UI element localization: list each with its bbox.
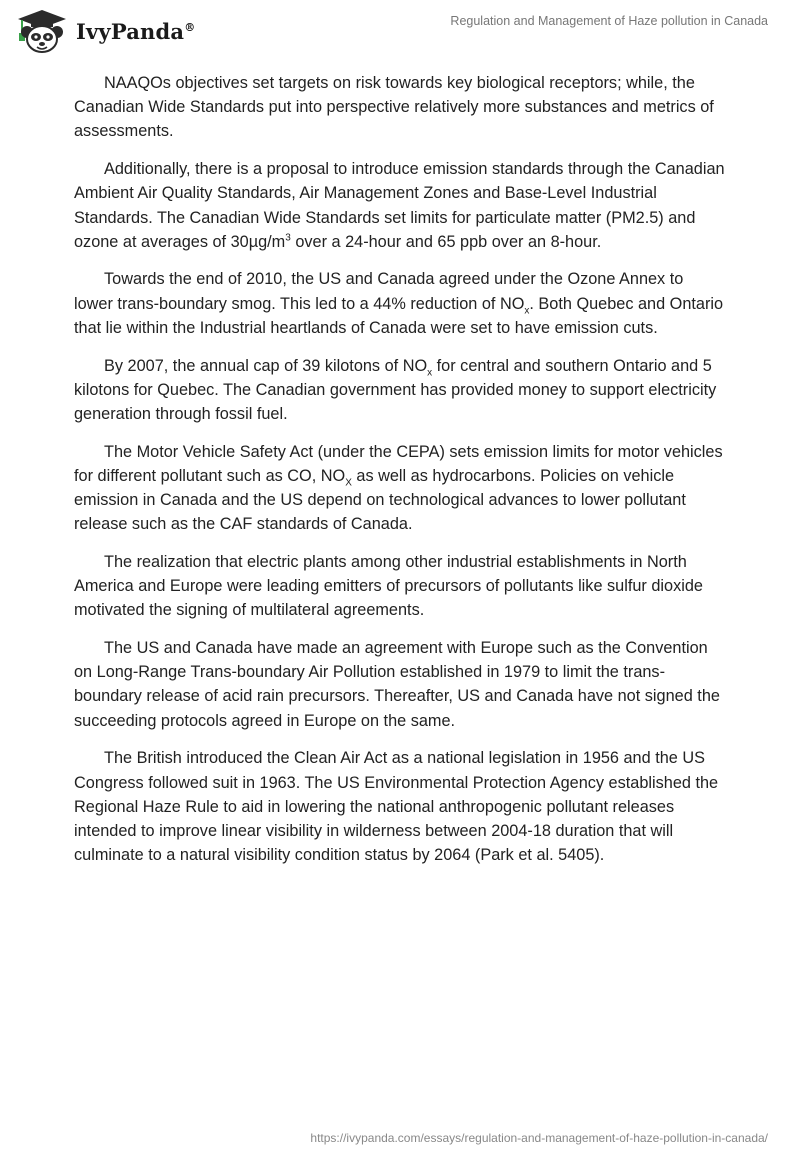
source-url[interactable]: https://ivypanda.com/essays/regulation-and-management-of-haze-pollution-in-canada/ (310, 1131, 768, 1145)
panda-graduate-icon (14, 8, 70, 54)
paragraph (74, 71, 726, 144)
registered-mark: ® (184, 20, 196, 34)
paragraph (74, 746, 726, 867)
logo-wordmark: IvyPanda® (76, 18, 196, 44)
paragraph (74, 440, 726, 537)
subscript: x (524, 304, 530, 316)
page-header (0, 0, 800, 64)
ivypanda-logo[interactable] (14, 8, 195, 54)
document-title: Regulation and Management of Haze pollution in Canada (450, 14, 768, 28)
paragraph-text: over a 24-hour and 65 ppb over an 8-hour. (290, 232, 602, 251)
paragraph-text: as well as hydrocarbons. Policies on vehicle emission in Canada and the US depend on technological advances to lower pollutant release such as the CAF standards of Canada. (74, 466, 686, 534)
paragraph-text: for central and southern Ontario and 5 kilotons for Quebec. The Canadian government has provided money to support electricity generation through fossil fuel. (74, 356, 717, 423)
paragraph-text: The US and Canada have made an agreement with Europe such as the Convention on Long-Range Trans-boundary Air Pollution established in 1979 to limit the trans-boundary release of acid rain precursors. Thereafter, US and Canada have not signed the succeeding protocols agreed in Europe on the same. (74, 639, 720, 730)
paragraph-text: NAAQOs objectives set targets on risk towards key biological receptors; while, the Canadian Wide Standards put into perspective relatively more substances and metrics of assessments. (74, 74, 714, 141)
paragraph (74, 157, 726, 254)
paragraph-text: . Both Quebec and Ontario that lie within the Industrial heartlands of Canada were set to have emission cuts. (74, 294, 724, 337)
paragraph (74, 636, 726, 733)
paragraph (74, 550, 726, 623)
essay-body (74, 71, 726, 881)
subscript: x (427, 366, 433, 378)
paragraph-text: Towards the end of 2010, the US and Canada agreed under the Ozone Annex to lower trans-boundary smog. This led to a 44% reduction of NO (74, 270, 684, 313)
subscript: X (345, 477, 352, 489)
paragraph (74, 267, 726, 340)
paragraph-text: Additionally, there is a proposal to introduce emission standards through the Canadian Ambient Air Quality Standards, Air Management Zones and Base-Level Industrial Standards. The Canadian Wide Standards set limits for particulate matter (PM2.5) and ozone at averages of 30µg/m (74, 160, 725, 251)
paragraph-text: The Motor Vehicle Safety Act (under the CEPA) sets emission limits for motor vehicles for different pollutant such as CO, NO (74, 442, 723, 485)
paragraph-text: By 2007, the annual cap of 39 kilotons of NO (104, 356, 428, 375)
paragraph (74, 354, 726, 427)
paragraph-text: The realization that electric plants among other industrial establishments in North America and Europe were leading emitters of precursors of pollutants like sulfur dioxide motivated the signing of multilateral agreements. (74, 552, 703, 620)
paragraph-text: The British introduced the Clean Air Act as a national legislation in 1956 and the US Congress followed suit in 1963. The US Environmental Protection Agency established the Regional Haze Rule to aid in lowering the national anthropogenic pollutant releases intended to improve linear visibility in wilderness between 2004-18 duration that will culminate to a natural visibility condition status by 2064 (Park et al. 5405). (74, 749, 719, 865)
superscript: 3 (285, 232, 291, 244)
